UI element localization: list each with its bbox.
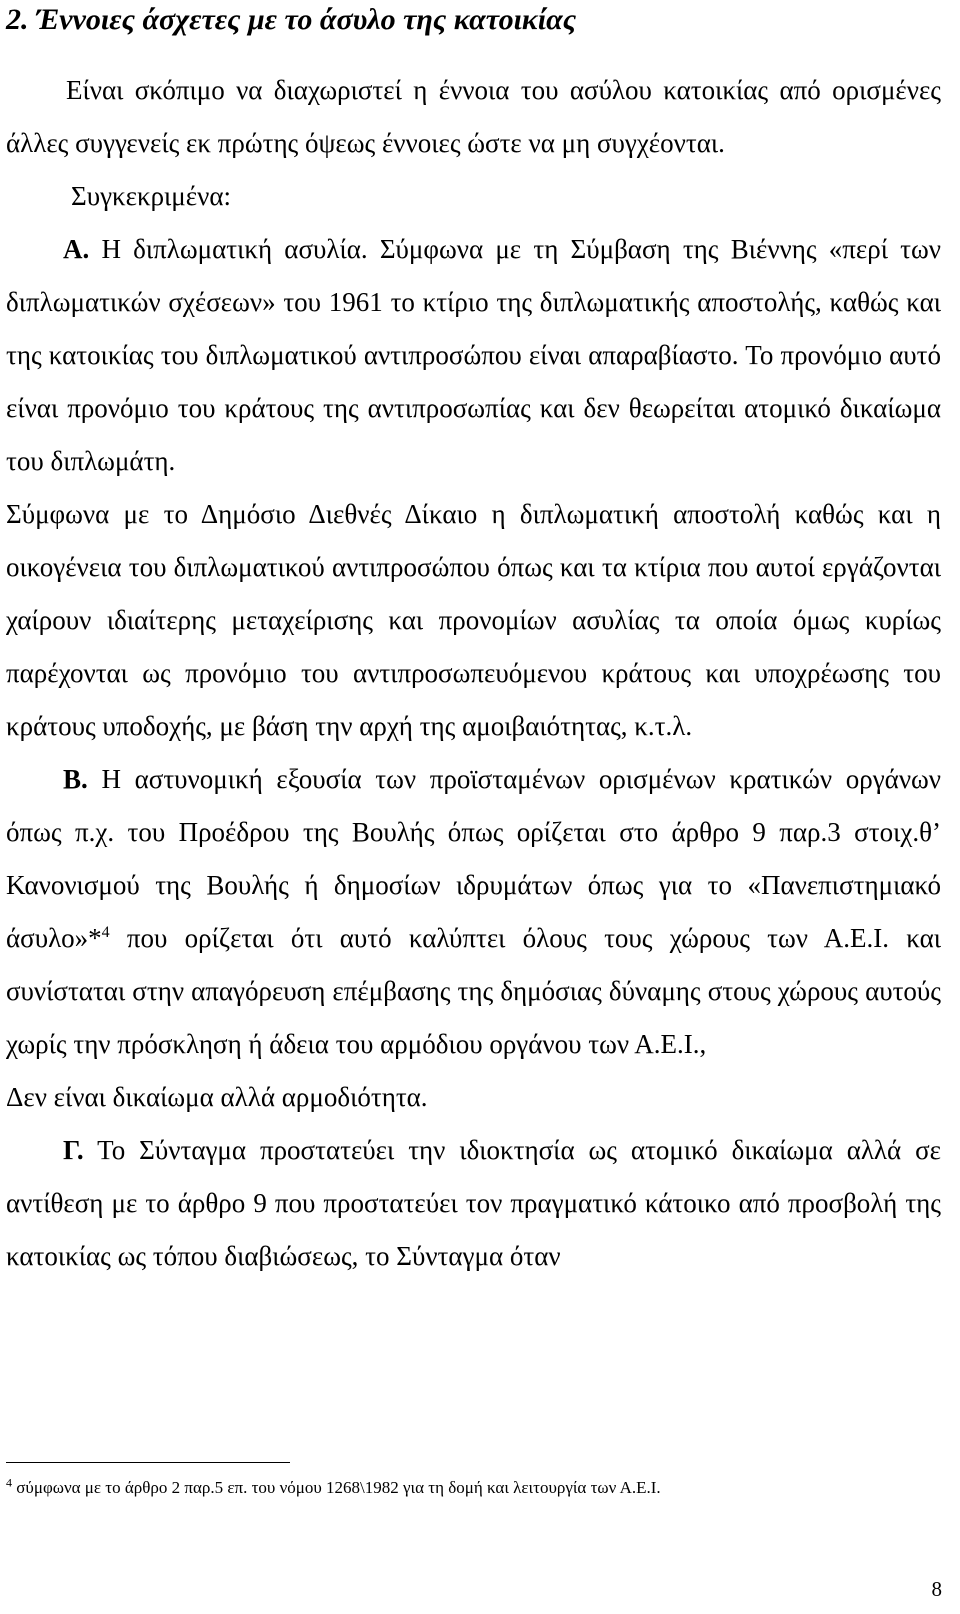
page-number: 8: [931, 1577, 942, 1601]
body-text: [6, 64, 941, 1283]
paragraph-c: [6, 1124, 941, 1283]
not-a-right-line: Δεν είναι δικαίωμα αλλά αρμοδιότητα.: [6, 1082, 428, 1112]
paragraph-c-label: Γ.: [63, 1135, 84, 1165]
specifically-line: Συγκεκριμένα:: [71, 181, 231, 211]
paragraph-a-text: Σύμφωνα με τη Σύμβαση της Βιέννης «περί των διπλωματικών σχέσεων» του 1961 το κτίριο της διπλωματικής αποστολής, καθώς και της κατοικίας του διπλωματικού αντιπροσώπου είναι απαραβίαστο. Το προνόμιο αυτό είναι προνόμιο του κράτους της αντιπροσωπίας και δεν θεωρείται ατομικό δικαίωμα του διπλωμάτη.: [6, 234, 941, 476]
paragraph-a-continued: Σύμφωνα με το Δημόσιο Διεθνές Δίκαιο η διπλωματική αποστολή καθώς και η οικογένεια του διπλωματικού αντιπροσώπου όπως και τα κτίρια που αυτοί εργάζονται χαίρουν ιδιαίτερης μεταχείρισης και προνομίων ασυλίας τα οποία όμως κυρίως παρέχονται ως προνόμιο του αντιπροσωπευόμενου κράτους και υποχρέωσης του κράτους υποδοχής, με βάση την αρχή της αμοιβαιότητας, κ.τ.λ.: [6, 499, 941, 741]
footnote-reference: 4: [101, 924, 110, 941]
footnote-number: 4: [6, 1475, 12, 1490]
paragraph-c-text: Το Σύνταγμα προστατεύει την ιδιοκτησία ως ατομικό δικαίωμα αλλά σε αντίθεση με το άρθρο 9 που προστατεύει τον πραγματικό κάτοικο από προσβολή της κατοικίας ως τόπου διαβιώσεως, το Σύνταγμα όταν: [6, 1135, 941, 1271]
footnote: [6, 1476, 936, 1500]
footnote-separator: [6, 1462, 290, 1463]
paragraph-b: [6, 753, 941, 1071]
paragraph-b-label: Β.: [63, 764, 88, 794]
paragraph-b-text-1: Η αστυνομική εξουσία των προϊσταμένων ορισμένων κρατικών οργάνων όπως π.χ. του Προέδρου της Βουλής όπως ορίζεται στο άρθρο 9 παρ.3 στοιχ.θ’ Κανονισμού της Βουλής ή δημοσίων ιδρυμάτων όπως για το «Πανεπιστημιακό άσυλο»*: [6, 764, 941, 953]
intro-paragraph: Είναι σκόπιμο να διαχωριστεί η έννοια του ασύλου κατοικίας από ορισμένες άλλες συγγενείς εκ πρώτης όψεως έννοιες ώστε να μη συγχέονται.: [6, 75, 941, 158]
section-heading: 2. Έννοιες άσχετες με το άσυλο της κατοικίας: [6, 3, 577, 36]
paragraph-a: [6, 223, 941, 488]
footnote-text: σύμφωνα με το άρθρο 2 παρ.5 επ. του νόμου 1268\1982 για τη δομή και λειτουργία των Α.Ε.Ι.: [12, 1478, 661, 1497]
paragraph-a-label: Α.: [63, 234, 90, 264]
paragraph-b-text-2: που ορίζεται ότι αυτό καλύπτει όλους τους χώρους των Α.Ε.Ι. και συνίσταται στην απαγόρευση επέμβασης της δημόσιας δύναμης στους χώρους αυτούς χωρίς την πρόσκληση ή άδεια του αρμόδιου οργάνου των Α.Ε.Ι.,: [6, 923, 941, 1059]
paragraph-a-title: Η διπλωματική ασυλία.: [89, 234, 368, 264]
